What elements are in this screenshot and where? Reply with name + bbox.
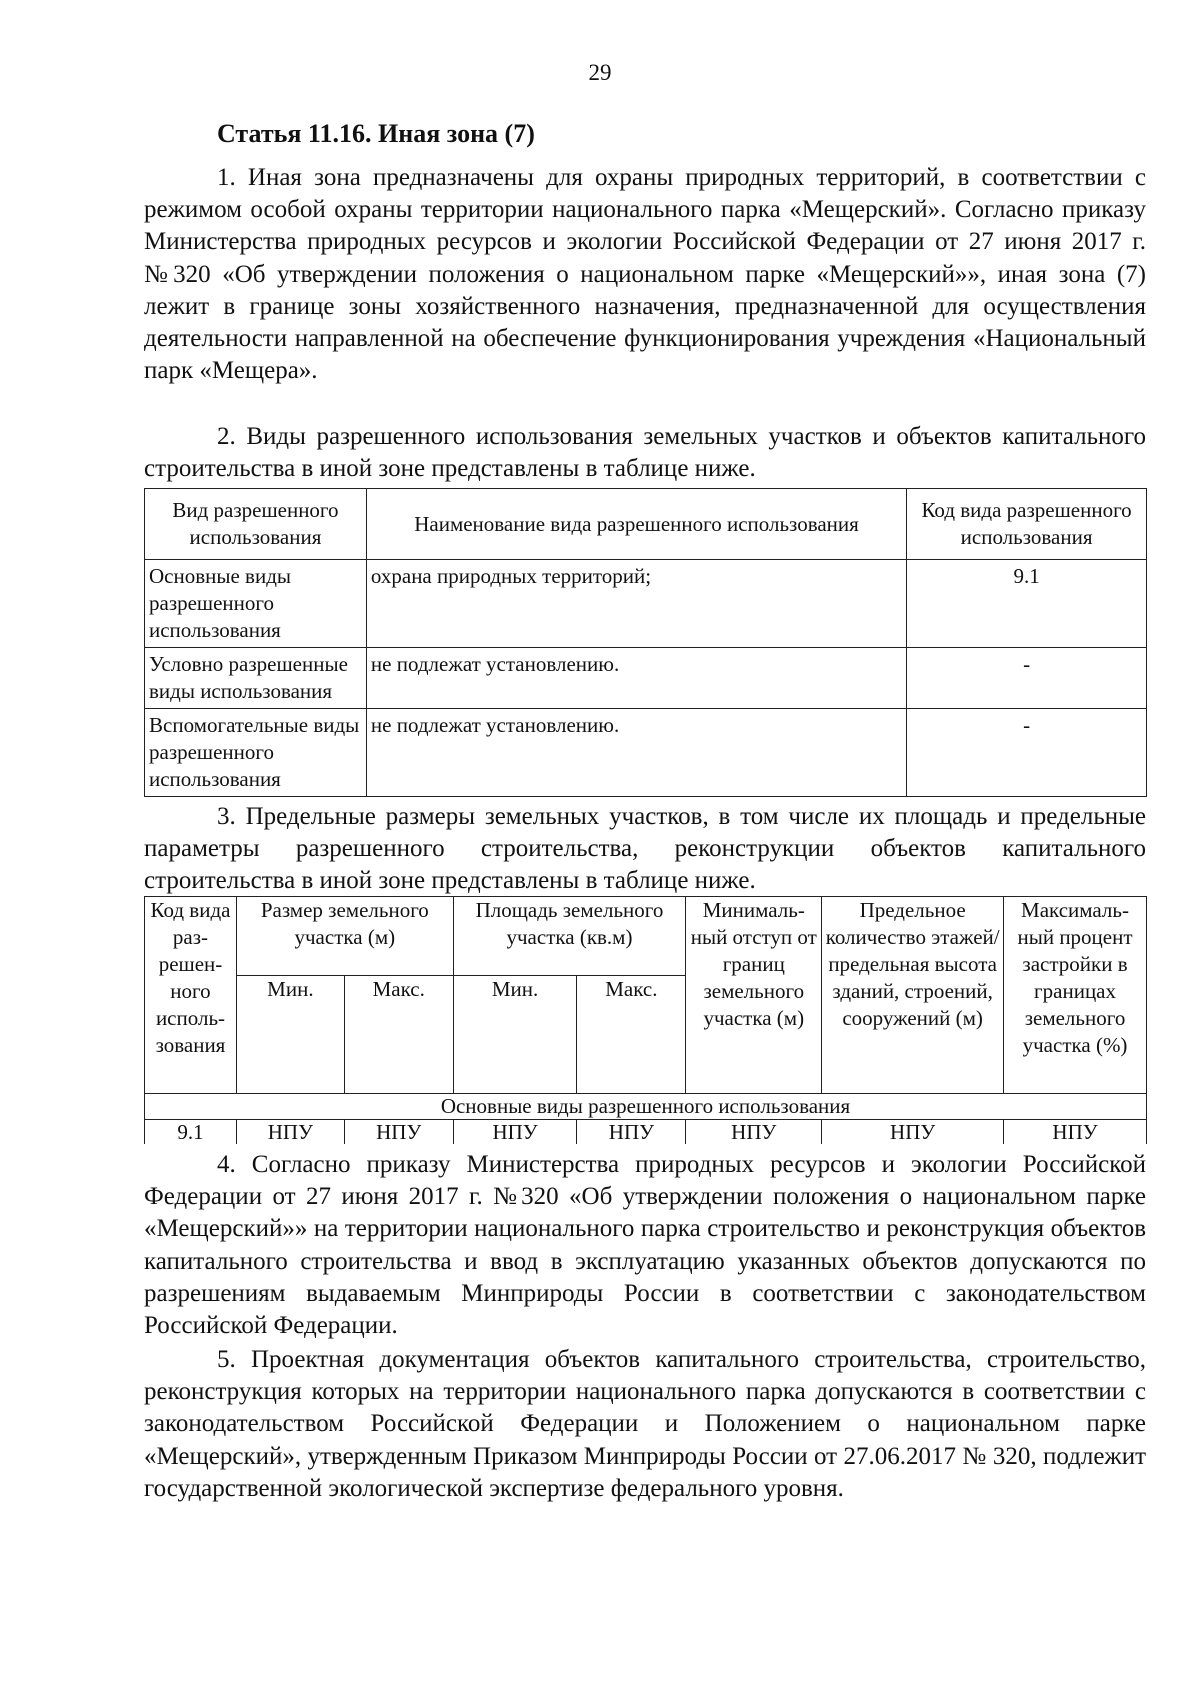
- cell-use-name: охрана природных территорий;: [366, 560, 906, 648]
- cell-use-type: Условно разрешенные виды использования: [145, 648, 367, 709]
- header-max-coverage: Максималь-ный процент застройки в границах земельного участка (%): [1004, 897, 1147, 1094]
- table-row: [145, 709, 1147, 797]
- cell-max-coverage: НПУ: [1004, 1120, 1147, 1145]
- cell-area-max: НПУ: [577, 1120, 686, 1145]
- header-use-type: Вид разрешенного использования: [145, 489, 367, 560]
- cell-area-min: НПУ: [453, 1120, 577, 1145]
- paragraph-2: 2. Виды разрешенного использования земельных участков и объектов капитального строительства в иной зоне представлены в таблице ниже.: [144, 423, 1146, 483]
- paragraph-4: 4. Согласно приказу Министерства природных ресурсов и экологии Российской Федерации от 27 июня 2017 г. №320 «Об утверждении положения о национальном парке «Мещерский»» на территории национального парка строительство и реконструкция объектов капитального строительства и ввод в эксплуатацию указанных объектов допускаются по разрешениям выдаваемым Минприроды России в соответствии с законодательством Российской Федерации.: [144, 1151, 1146, 1340]
- table-row: [145, 560, 1147, 648]
- cell-min-setback: НПУ: [686, 1120, 822, 1145]
- cell-use-type: Вспомогательные виды разрешенного использования: [145, 709, 367, 797]
- header-min-setback: Минималь-ный отступ от границ земельного участка (м): [686, 897, 822, 1094]
- table-header-row: [145, 489, 1147, 560]
- table-section-row: [145, 1094, 1147, 1120]
- table-row: [145, 1120, 1147, 1145]
- cell-size-max: НПУ: [344, 1120, 453, 1145]
- table-row: [145, 648, 1147, 709]
- permitted-use-table: [144, 488, 1147, 797]
- header-code: Код вида раз-решен-ного исполь-зования: [145, 897, 237, 1094]
- cell-use-type: Основные виды разрешенного использования: [145, 560, 367, 648]
- cell-use-code: -: [907, 709, 1147, 797]
- cell-floors-height: НПУ: [822, 1120, 1004, 1145]
- header-plot-size: Размер земельного участка (м): [236, 897, 453, 976]
- cell-use-name: не подлежат установлению.: [366, 709, 906, 797]
- header-area-max: Макс.: [577, 976, 686, 1094]
- cell-use-code: 9.1: [907, 560, 1147, 648]
- header-floors-height: Предельное количество этажей/ предельная высота зданий, строений, сооружений (м): [822, 897, 1004, 1094]
- header-use-code: Код вида разрешенного использования: [907, 489, 1147, 560]
- cell-size-min: НПУ: [236, 1120, 344, 1145]
- section-label: Основные виды разрешенного использования: [145, 1094, 1147, 1120]
- paragraph-1: 1. Иная зона предназначены для охраны природных территорий, в соответствии с режимом особой охраны территории национального парка «Мещерский». Согласно приказу Министерства природных ресурсов и экологии Российской Федерации от 27 июня 2017 г. №320 «Об утверждении положения о национальном парке «Мещерский»», иная зона (7) лежит в границе зоны хозяйственного назначения, предназначенной для осуществления деятельности направленной на обеспечение функционирования учреждения «Национальный парк «Мещера».: [144, 164, 1146, 385]
- header-use-name: Наименование вида разрешенного использования: [366, 489, 906, 560]
- cell-code: 9.1: [145, 1120, 237, 1145]
- page-number: 29: [588, 60, 612, 85]
- paragraph-3: 3. Предельные размеры земельных участков, в том числе их площадь и предельные параметры разрешенного строительства, реконструкции объектов капитального строительства в иной зоне представлены в таблице ниже.: [144, 803, 1146, 895]
- paragraph-5: 5. Проектная документация объектов капитального строительства, строительство, реконструкция которых на территории национального парка допускаются в соответствии с законодательством Российской Федерации и Положением о национальном парке «Мещерский», утвержденным Приказом Минприроды России от 27.06.2017 № 320, подлежит государственной экологической экспертизе федерального уровня.: [144, 1346, 1146, 1502]
- table-header-row: [145, 897, 1147, 976]
- header-size-max: Макс.: [344, 976, 453, 1094]
- limit-parameters-table: [144, 896, 1147, 1144]
- header-area-min: Мин.: [453, 976, 577, 1094]
- article-title: Статья 11.16. Иная зона (7): [217, 119, 535, 148]
- header-plot-area: Площадь земельного участка (кв.м): [453, 897, 686, 976]
- cell-use-code: -: [907, 648, 1147, 709]
- header-size-min: Мин.: [236, 976, 344, 1094]
- cell-use-name: не подлежат установлению.: [366, 648, 906, 709]
